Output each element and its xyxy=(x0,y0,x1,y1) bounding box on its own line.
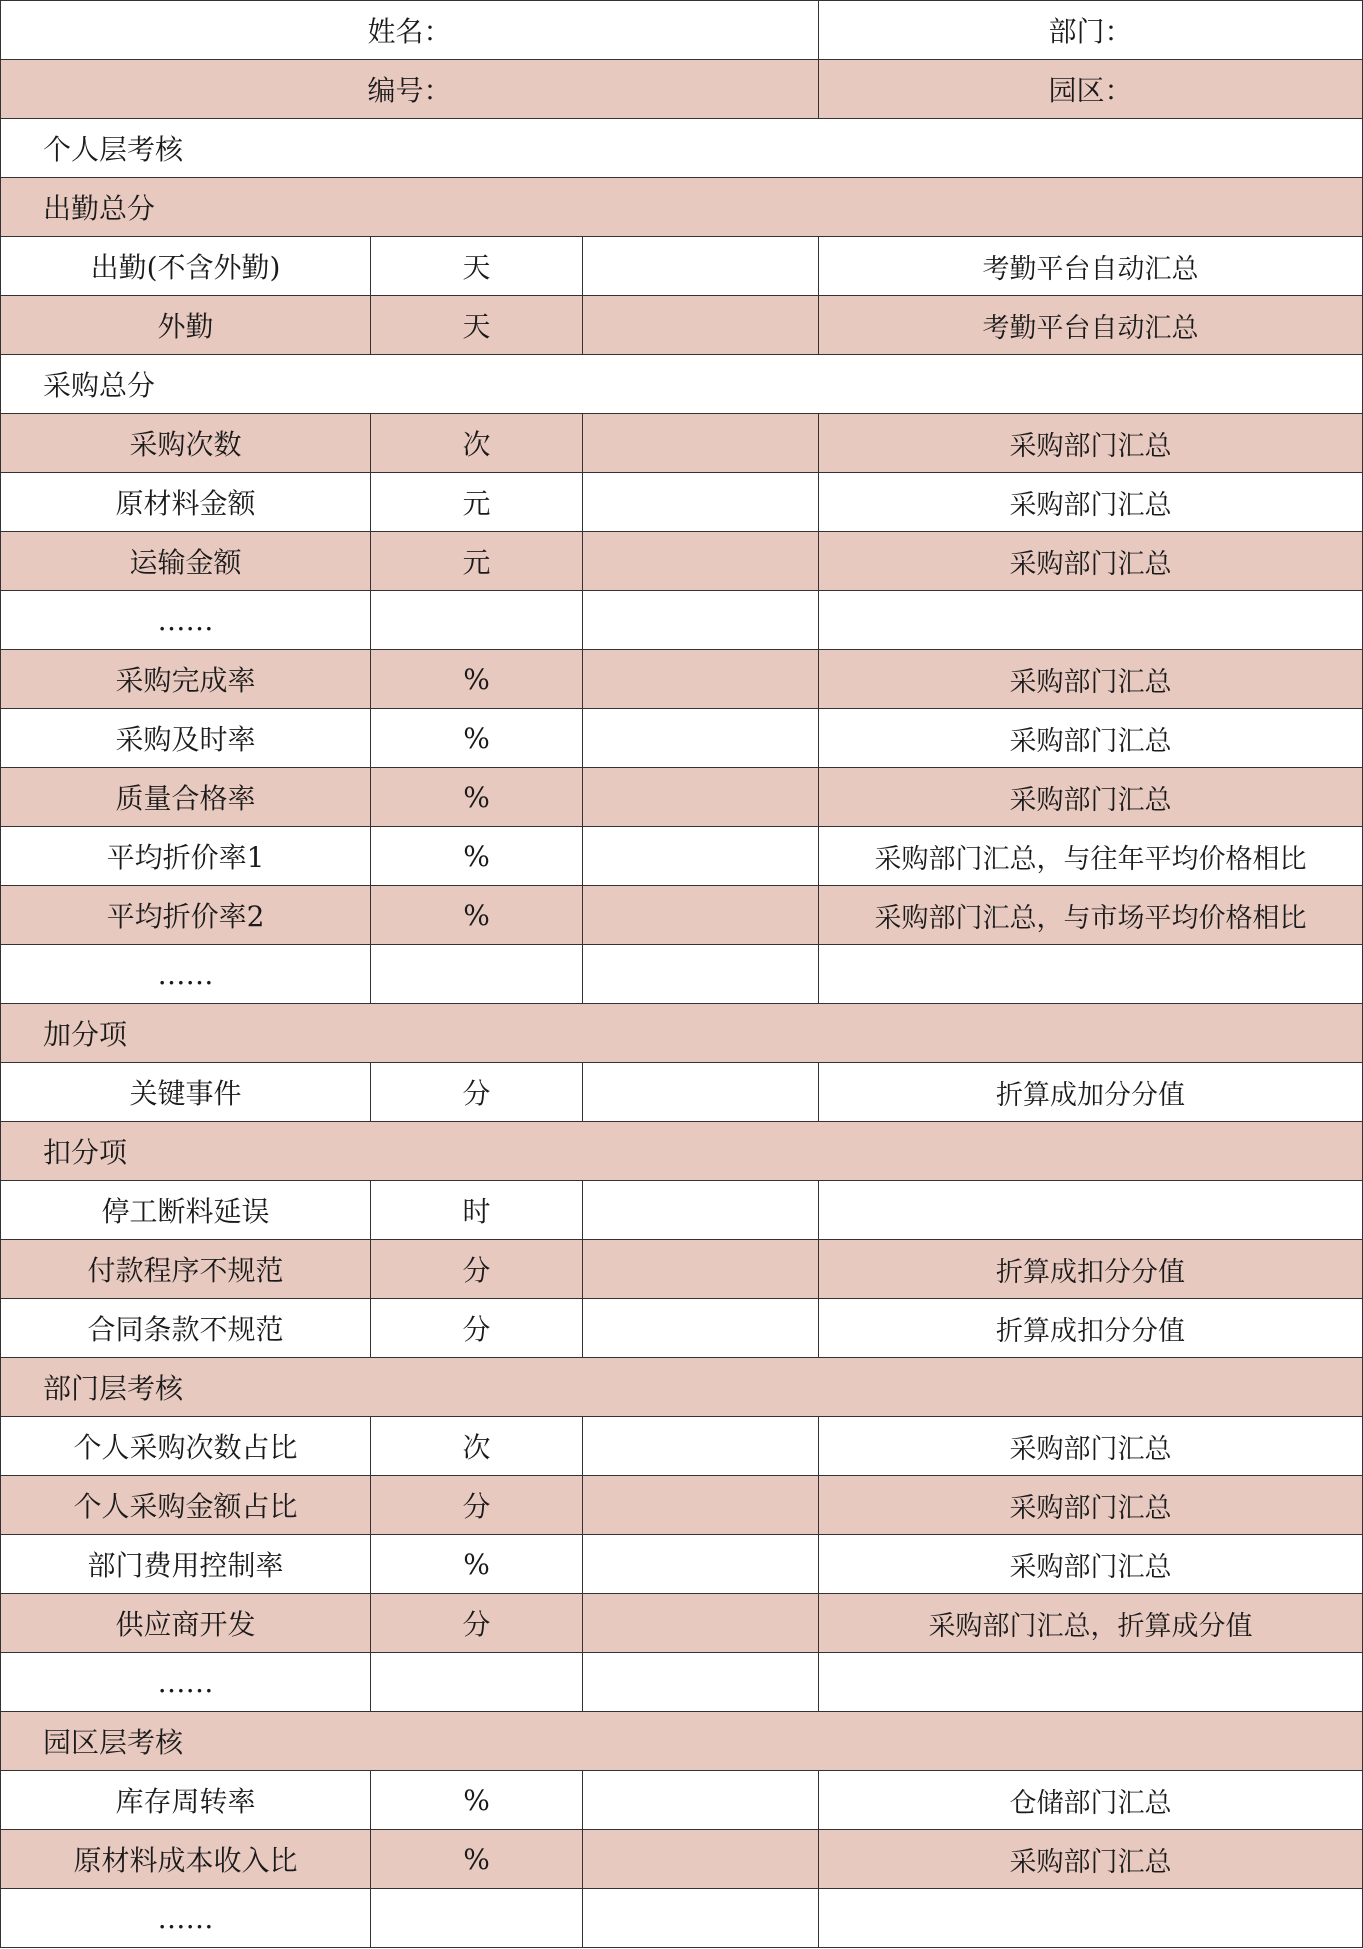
item-note: 采购部门汇总 xyxy=(819,650,1363,709)
item-note: 采购部门汇总 xyxy=(819,768,1363,827)
item-note xyxy=(819,591,1363,650)
item-note: 采购部门汇总 xyxy=(819,1535,1363,1594)
item-name: 合同条款不规范 xyxy=(1,1299,371,1358)
item-unit: 时 xyxy=(371,1181,583,1240)
item-name: 原材料金额 xyxy=(1,473,371,532)
item-note: 采购部门汇总，折算成分值 xyxy=(819,1594,1363,1653)
item-note xyxy=(819,1181,1363,1240)
item-row xyxy=(1,945,1363,1004)
item-value xyxy=(583,886,819,945)
item-unit: 次 xyxy=(371,1417,583,1476)
item-value xyxy=(583,768,819,827)
item-name: …… xyxy=(1,1653,371,1712)
item-name: 个人采购金额占比 xyxy=(1,1476,371,1535)
item-unit: % xyxy=(371,709,583,768)
item-name: 供应商开发 xyxy=(1,1594,371,1653)
item-row xyxy=(1,1889,1363,1948)
section-row xyxy=(1,178,1363,237)
item-unit xyxy=(371,945,583,1004)
item-value xyxy=(583,1535,819,1594)
section-row xyxy=(1,119,1363,178)
item-value xyxy=(583,1063,819,1122)
item-note: 采购部门汇总 xyxy=(819,709,1363,768)
item-value xyxy=(583,709,819,768)
park-label: 园区： xyxy=(819,60,1363,119)
header-row-name xyxy=(1,1,1363,60)
section-title: 出勤总分 xyxy=(1,178,1363,237)
item-name: …… xyxy=(1,1889,371,1948)
item-unit: % xyxy=(371,827,583,886)
item-note: 考勤平台自动汇总 xyxy=(819,237,1363,296)
item-note: 采购部门汇总 xyxy=(819,414,1363,473)
item-value xyxy=(583,473,819,532)
item-row xyxy=(1,1653,1363,1712)
item-row xyxy=(1,1417,1363,1476)
item-row xyxy=(1,1299,1363,1358)
name-label: 姓名： xyxy=(1,1,819,60)
item-row xyxy=(1,237,1363,296)
item-note: 考勤平台自动汇总 xyxy=(819,296,1363,355)
item-value xyxy=(583,945,819,1004)
item-note: 折算成加分分值 xyxy=(819,1063,1363,1122)
item-row xyxy=(1,1771,1363,1830)
item-note: 仓储部门汇总 xyxy=(819,1771,1363,1830)
item-note: 采购部门汇总，与往年平均价格相比 xyxy=(819,827,1363,886)
item-value xyxy=(583,1240,819,1299)
item-value xyxy=(583,1299,819,1358)
section-row xyxy=(1,1358,1363,1417)
item-row xyxy=(1,296,1363,355)
item-note xyxy=(819,945,1363,1004)
item-unit: % xyxy=(371,1830,583,1889)
section-title: 部门层考核 xyxy=(1,1358,1363,1417)
item-row xyxy=(1,1476,1363,1535)
item-row xyxy=(1,1063,1363,1122)
item-row xyxy=(1,1181,1363,1240)
item-name: 采购完成率 xyxy=(1,650,371,709)
item-value xyxy=(583,827,819,886)
item-value xyxy=(583,591,819,650)
item-value xyxy=(583,1417,819,1476)
item-name: 库存周转率 xyxy=(1,1771,371,1830)
item-note: 采购部门汇总，与市场平均价格相比 xyxy=(819,886,1363,945)
item-note: 折算成扣分分值 xyxy=(819,1299,1363,1358)
item-note: 采购部门汇总 xyxy=(819,1417,1363,1476)
item-name: 外勤 xyxy=(1,296,371,355)
department-label: 部门： xyxy=(819,1,1363,60)
item-row xyxy=(1,591,1363,650)
item-name: …… xyxy=(1,945,371,1004)
item-value xyxy=(583,1594,819,1653)
header-row-id xyxy=(1,60,1363,119)
item-row xyxy=(1,1535,1363,1594)
item-row xyxy=(1,1594,1363,1653)
item-name: 采购及时率 xyxy=(1,709,371,768)
item-unit: 天 xyxy=(371,237,583,296)
id-label: 编号： xyxy=(1,60,819,119)
item-note xyxy=(819,1653,1363,1712)
section-row xyxy=(1,1122,1363,1181)
item-row xyxy=(1,768,1363,827)
item-value xyxy=(583,1653,819,1712)
item-name: 部门费用控制率 xyxy=(1,1535,371,1594)
item-unit: 天 xyxy=(371,296,583,355)
item-value xyxy=(583,1830,819,1889)
item-name: 平均折价率2 xyxy=(1,886,371,945)
section-title: 个人层考核 xyxy=(1,119,1363,178)
section-row xyxy=(1,355,1363,414)
item-row xyxy=(1,532,1363,591)
item-name: 付款程序不规范 xyxy=(1,1240,371,1299)
item-name: 关键事件 xyxy=(1,1063,371,1122)
item-note: 采购部门汇总 xyxy=(819,1476,1363,1535)
item-row xyxy=(1,473,1363,532)
item-note: 采购部门汇总 xyxy=(819,1830,1363,1889)
item-unit: % xyxy=(371,768,583,827)
item-unit: 分 xyxy=(371,1594,583,1653)
item-row xyxy=(1,414,1363,473)
item-name: 质量合格率 xyxy=(1,768,371,827)
section-title: 采购总分 xyxy=(1,355,1363,414)
item-value xyxy=(583,237,819,296)
item-name: 停工断料延误 xyxy=(1,1181,371,1240)
item-unit xyxy=(371,1889,583,1948)
item-name: …… xyxy=(1,591,371,650)
item-value xyxy=(583,1476,819,1535)
item-unit: % xyxy=(371,1535,583,1594)
item-name: 个人采购次数占比 xyxy=(1,1417,371,1476)
item-unit: 分 xyxy=(371,1299,583,1358)
item-unit: 分 xyxy=(371,1476,583,1535)
item-row xyxy=(1,650,1363,709)
item-name: 采购次数 xyxy=(1,414,371,473)
item-name: 运输金额 xyxy=(1,532,371,591)
item-unit xyxy=(371,591,583,650)
item-unit: % xyxy=(371,650,583,709)
item-row xyxy=(1,1240,1363,1299)
section-title: 园区层考核 xyxy=(1,1712,1363,1771)
item-unit: 元 xyxy=(371,532,583,591)
item-value xyxy=(583,1771,819,1830)
item-unit xyxy=(371,1653,583,1712)
item-row xyxy=(1,827,1363,886)
item-unit: 分 xyxy=(371,1240,583,1299)
item-note: 折算成扣分分值 xyxy=(819,1240,1363,1299)
item-name: 原材料成本收入比 xyxy=(1,1830,371,1889)
item-note: 采购部门汇总 xyxy=(819,473,1363,532)
item-note xyxy=(819,1889,1363,1948)
item-value xyxy=(583,650,819,709)
item-row xyxy=(1,886,1363,945)
item-value xyxy=(583,532,819,591)
item-unit: 元 xyxy=(371,473,583,532)
item-value xyxy=(583,1889,819,1948)
item-name: 平均折价率1 xyxy=(1,827,371,886)
section-title: 加分项 xyxy=(1,1004,1363,1063)
section-row xyxy=(1,1712,1363,1771)
item-unit: 分 xyxy=(371,1063,583,1122)
item-unit: % xyxy=(371,886,583,945)
section-row xyxy=(1,1004,1363,1063)
item-value xyxy=(583,414,819,473)
item-note: 采购部门汇总 xyxy=(819,532,1363,591)
item-row xyxy=(1,709,1363,768)
item-value xyxy=(583,296,819,355)
section-title: 扣分项 xyxy=(1,1122,1363,1181)
item-unit: 次 xyxy=(371,414,583,473)
item-value xyxy=(583,1181,819,1240)
item-name: 出勤(不含外勤) xyxy=(1,237,371,296)
item-unit: % xyxy=(371,1771,583,1830)
item-row xyxy=(1,1830,1363,1889)
